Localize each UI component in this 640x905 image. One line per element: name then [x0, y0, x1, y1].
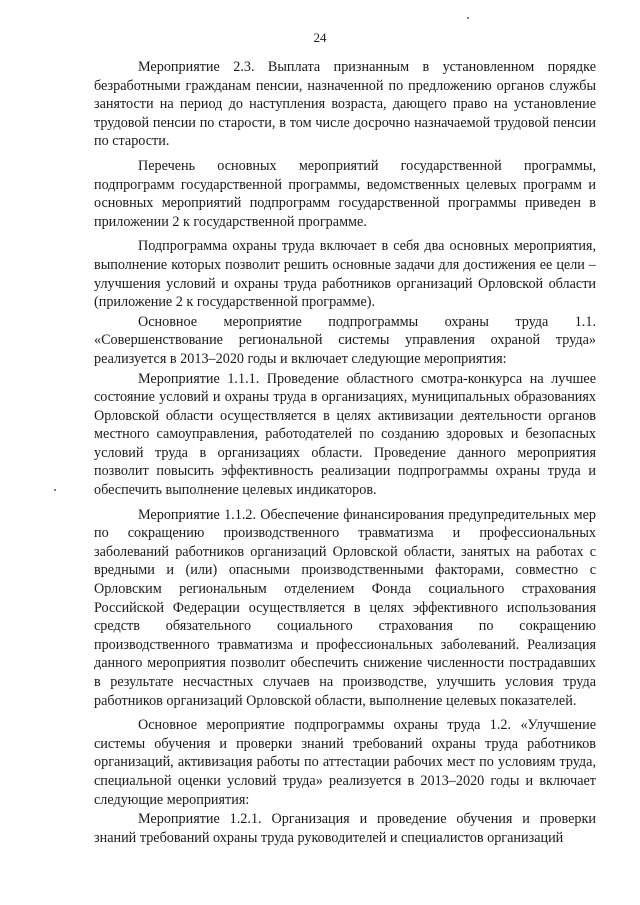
scan-speck — [54, 489, 56, 491]
body-text — [94, 58, 596, 848]
paragraph-measure-1-1-1: Мероприятие 1.1.1. Проведение областного смотра-конкурса на лучшее состояние условий и охраны труда в организациях, муниципальных образованиях Орловской области осуществляется в целях активизации деятельности органов местного самоуправления, работодателей по созданию здоровых и безопасных условий труда в организациях области. Проведение данного мероприятия позволит повысить эффективность реализации подпрограммы охраны труда и обеспечить выполнение целевых индикаторов. — [94, 370, 596, 499]
scan-speck — [467, 17, 469, 19]
paragraph-list-of-measures: Перечень основных мероприятий государственной программы, подпрограмм государственной программы, ведомственных целевых программ и основных мероприятий подпрограмм государственной программы приведен в приложении 2 к государственной программе. — [94, 157, 596, 230]
paragraph-measure-1-1-2: Мероприятие 1.1.2. Обеспечение финансирования предупредительных мер по сокращению производственного травматизма и профессиональных заболеваний работников организаций Орловской области, занятых на работах с вредными и (или) опасными производственными факторами, совместно с Орловским региональным отделением Фонда социального страхования Российской Федерации осуществляется в целях эффективного использования средств обязательного социального страхования по сокращению производственного травматизма и профессиональных заболеваний. Реализация данного мероприятия позволит обеспечить снижение численности пострадавших в результате несчастных случаев на производстве, улучшить условия труда работников организаций Орловской области, выполнение целевых показателей. — [94, 506, 596, 709]
paragraph-main-measure-1-1: Основное мероприятие подпрограммы охраны труда 1.1. «Совершенствование региональной системы управления охраной труда» реализуется в 2013–2020 годы и включает следующие мероприятия: — [94, 313, 596, 367]
paragraph-measure-1-2-1: Мероприятие 1.2.1. Организация и проведение обучения и проверки знаний требований охраны труда руководителей и специалистов организаций — [94, 811, 596, 846]
paragraph-subprogram-labor-safety: Подпрограмма охраны труда включает в себя два основных мероприятия, выполнение которых позволит решить основные задачи для достижения ее цели – улучшения условий и охраны труда работников организаций Орловской области (приложение 2 к государственной программе). — [94, 238, 596, 311]
paragraph-measure-2-3: Мероприятие 2.3. Выплата признанным в установленном порядке безработными гражданам пенсии, назначенной по предложению органов службы занятости на период до наступления возраста, дающего право на установление трудовой пенсии по старости, в том числе досрочно назначаемой трудовой пенсии по старости. — [94, 59, 596, 150]
paragraph-main-measure-1-2: Основное мероприятие подпрограммы охраны труда 1.2. «Улучшение системы обучения и проверки знаний требований охраны труда работников организаций, активизация работы по аттестации рабочих мест по условиям труда, специальной оценки условий труда» реализуется в 2013–2020 годы и включает следующие мероприятия: — [94, 717, 596, 808]
page-number: 24 — [313, 30, 327, 45]
